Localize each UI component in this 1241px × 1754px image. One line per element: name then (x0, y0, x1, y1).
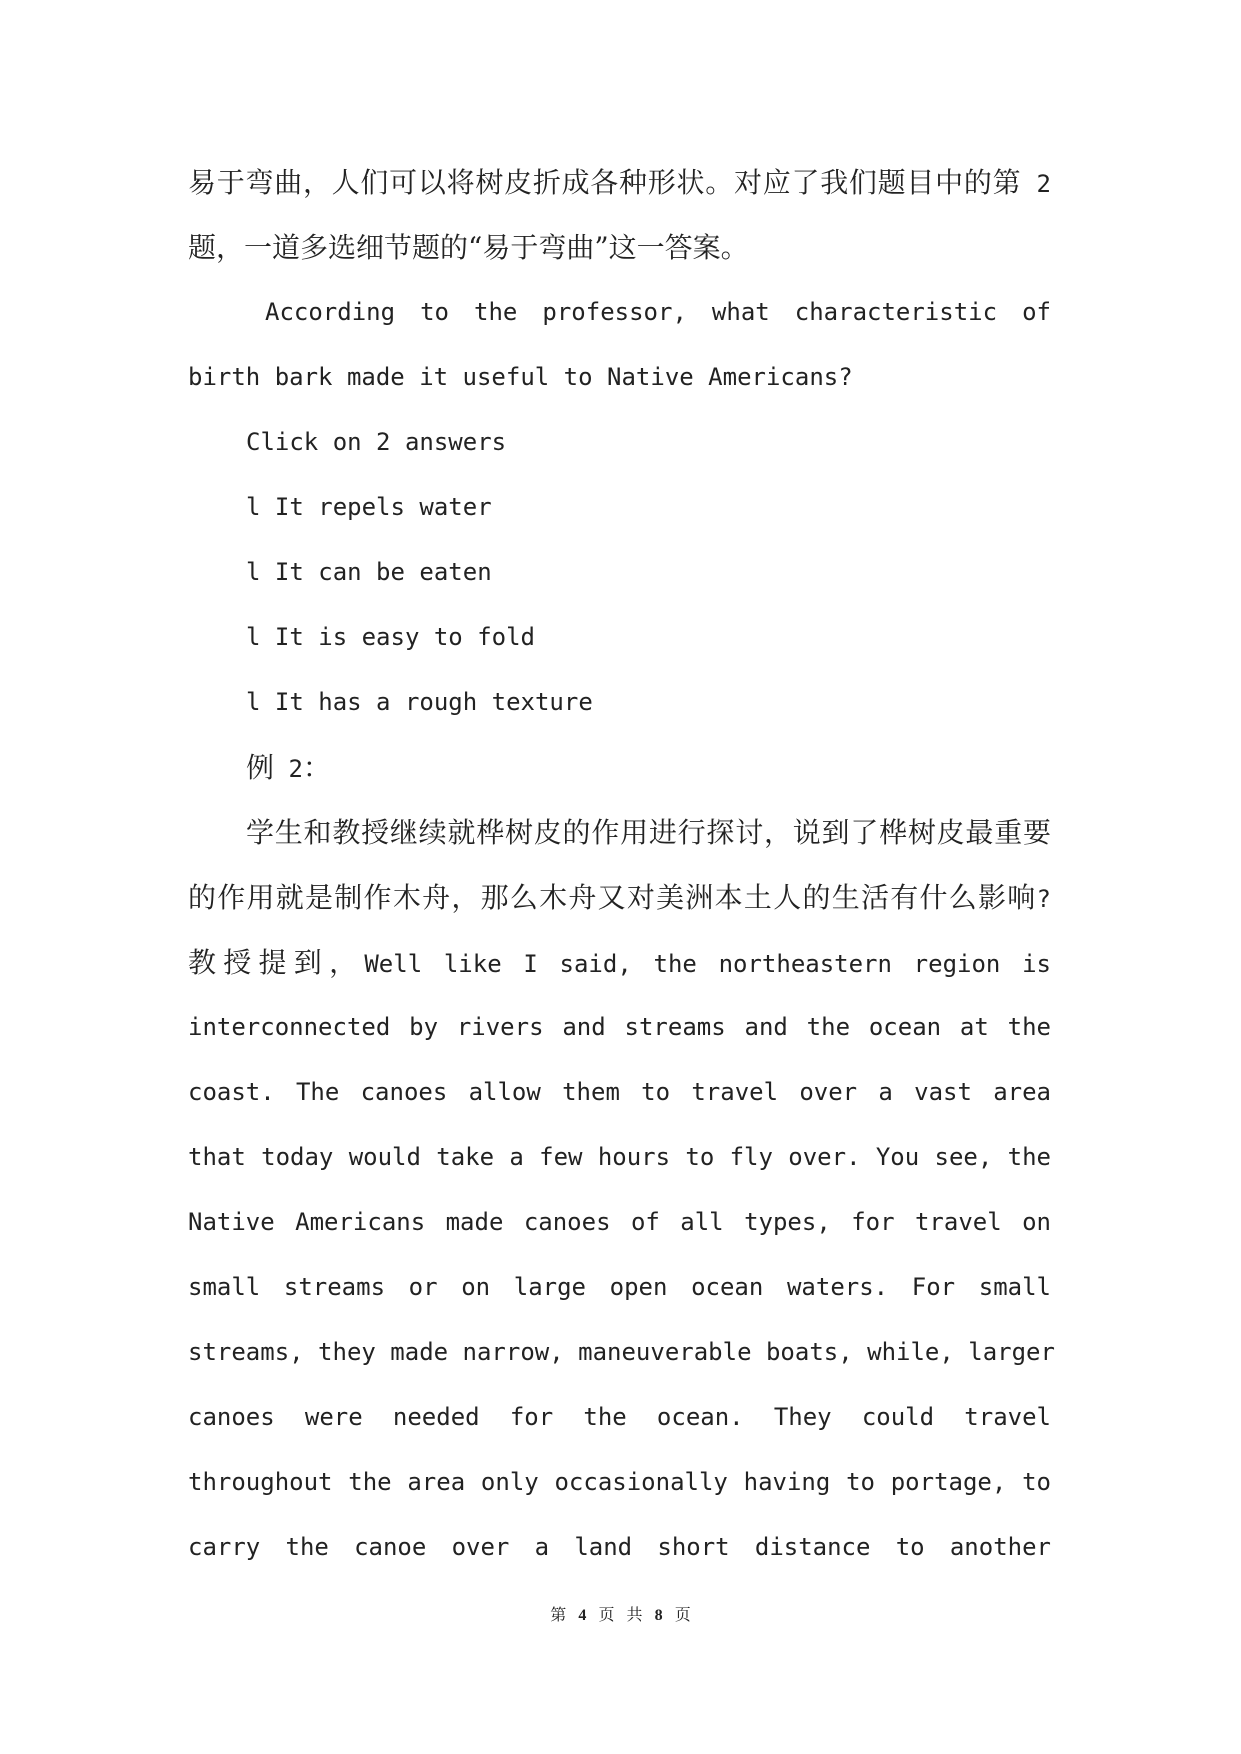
discussion-paragraph-line (188, 800, 1051, 865)
discussion-paragraph-line: streams, they made narrow, maneuverable boats, while, larger (188, 1338, 1055, 1366)
cjk-text-run: ： (302, 751, 331, 784)
cjk-text-run: 例 (246, 751, 275, 784)
page-number-label: 第 (550, 1605, 567, 1624)
answer-option: l It is easy to fold (246, 623, 535, 651)
discussion-paragraph-line: that today would take a few hours to fly over. You see, the (188, 1143, 1051, 1171)
answer-instruction: Click on 2 answers (246, 428, 507, 456)
current-page-number: 4 (578, 1607, 587, 1624)
discussion-paragraph-line: coast. The canoes allow them to travel over a vast area (188, 1078, 1051, 1106)
page-number-footer (0, 1603, 1241, 1627)
page-number-label: 页 (674, 1605, 691, 1624)
discussion-paragraph-line: small streams or on large open ocean waters. For small (188, 1273, 1051, 1301)
cjk-text-run: 的作用就是制作木舟，那么木舟又对美洲本土人的生活有什么影响 (188, 881, 1037, 914)
question-prompt-line: birth bark made it useful to Native Americans? (188, 363, 853, 391)
question-prompt-line: According to the professor, what characteristic of (265, 298, 1051, 326)
intro-paragraph-line (188, 215, 1051, 280)
example-heading: 例 2： (246, 751, 331, 784)
page-number-label: 页 共 (598, 1605, 643, 1624)
discussion-paragraph-line: interconnected by rivers and streams and the ocean at the (188, 1013, 1051, 1041)
total-pages-number: 8 (654, 1607, 663, 1624)
cjk-text-run: 题，一道多选细节题的“易于弯曲”这一答案。 (188, 231, 749, 264)
intro-paragraph-line: 易于弯曲，人们可以将树皮折成各种形状。对应了我们题目中的第 2 (188, 166, 1051, 199)
discussion-paragraph-line: carry the canoe over a land short distance to another (188, 1533, 1051, 1561)
cjk-text-run: 易于弯曲，人们可以将树皮折成各种形状。对应了我们题目中的第 (188, 166, 1022, 199)
discussion-paragraph-line: Native Americans made canoes of all types, for travel on (188, 1208, 1051, 1236)
page-body (188, 150, 1055, 1580)
cjk-text-run: 学生和教授继续就桦树皮的作用进行探讨，说到了桦树皮最重要 (246, 816, 1051, 849)
cjk-text-run: 教授提到， (188, 946, 365, 979)
answer-option: l It can be eaten (246, 558, 492, 586)
answer-option: l It repels water (246, 493, 492, 521)
discussion-paragraph-line: canoes were needed for the ocean. They could travel (188, 1403, 1051, 1431)
discussion-paragraph-line: 的作用就是制作木舟，那么木舟又对美洲本土人的生活有什么影响? (188, 881, 1051, 914)
discussion-paragraph-line: throughout the area only occasionally having to portage, to (188, 1468, 1051, 1496)
answer-option: l It has a rough texture (246, 688, 593, 716)
discussion-paragraph-line: 教授提到，Well like I said, the northeastern region is (188, 946, 1051, 979)
